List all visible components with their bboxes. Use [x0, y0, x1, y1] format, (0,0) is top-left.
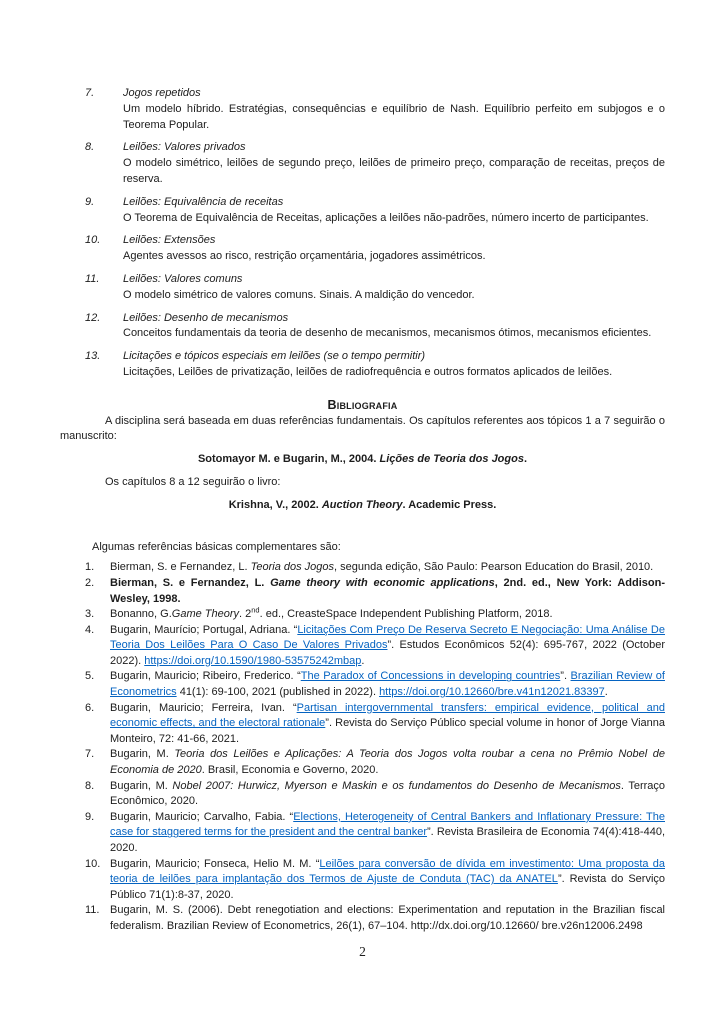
reference-text: [110, 701, 665, 748]
reference-text: [110, 779, 665, 810]
text-segment: . ed., CreasteSpace Independent Publishing Platform, 2018.: [259, 608, 553, 621]
reference-number: 5.: [85, 670, 95, 683]
topic-title: Leilões: Desenho de mecanismos: [123, 311, 289, 324]
text-segment: . Brasil, Economia e Governo, 2020.: [201, 764, 379, 777]
text-segment: Teoria dos Jogos: [250, 561, 335, 574]
reference-text: [110, 857, 665, 904]
topic-item: [85, 311, 665, 343]
text-segment: Teoria dos Leilões e Aplicações: A Teoria dos Jogos volta roubar a cena no Prêmio Nobel de Economia de 2020: [110, 748, 665, 777]
topic-body: [123, 349, 665, 381]
reference-number: 4.: [85, 623, 95, 636]
topic-title: Licitações e tópicos especiais em leilões (se o tempo permitir): [123, 350, 426, 363]
topic-item: [85, 195, 665, 227]
hyperlink[interactable]: Brazilian Review of Econometrics: [110, 670, 665, 699]
text-segment: ”. Revista do Serviço Público 71(1):8-37, 2020.: [110, 873, 666, 901]
complementary-intro: Algumas referências básicas complementares são:: [92, 540, 341, 553]
text-segment: Bierman, S. e Fernandez, L.: [110, 561, 251, 574]
text-segment: Bugarin, Mauricio; Ferreira, Ivan. “: [110, 701, 297, 714]
text-segment: Bugarin, M. S. (2006). Debt renegotiation and elections: Experimentation and reputation in the Brazilian fiscal federalism. Brazilian Review of Econometrics, 26(1), 67–104. http://dx.doi.org/10.12660/ bre.v26n12006.2498: [110, 904, 665, 932]
reference-text: [110, 669, 665, 700]
text-segment: Game Theory: [171, 608, 240, 621]
reference-item: [85, 701, 665, 748]
text-segment: , 2nd. ed., New York: Addison-Wesley, 1998.: [110, 576, 665, 605]
topic-title: Leilões: Valores comuns: [123, 272, 243, 285]
text-segment: .: [361, 654, 365, 667]
reference-number: 1.: [85, 561, 95, 574]
topic-title: Leilões: Equivalência de receitas: [123, 195, 284, 208]
text-segment: , segunda edição, São Paulo: Pearson Education do Brasil, 2010.: [334, 561, 654, 574]
reference-number: 6.: [85, 701, 95, 714]
topic-description: O modelo simétrico, leilões de segundo preço, leilões de primeiro preço, comparação de receitas, preços de reserva.: [123, 157, 665, 185]
topic-body: [123, 86, 665, 133]
text-segment: Sotomayor M. e Bugarin, M., 2004.: [197, 453, 380, 466]
text-segment: .: [604, 686, 608, 699]
reference-item: [85, 779, 665, 810]
reference-text: [110, 607, 665, 623]
hyperlink[interactable]: Partisan intergovernmental transfers: empirical evidence, political and economic effects, and the electoral rationale: [110, 701, 665, 730]
text-segment: .: [523, 453, 528, 466]
text-segment: ”. Revista do Serviço Público special volume in honor of Jorge Vianna Monteiro, 72: 41-66, 2021.: [110, 717, 665, 745]
reference-number: 8.: [85, 779, 95, 792]
reference-item: [85, 576, 665, 607]
reference-number: 10.: [85, 857, 101, 870]
course-topics-list: [85, 86, 665, 381]
topic-description: O Teorema de Equivalência de Receitas, aplicações a leilões não-padrões, número incerto de participantes.: [123, 211, 649, 224]
reference-number: 7.: [85, 748, 95, 761]
reference-number: 3.: [85, 608, 95, 621]
bibliography-heading: Bibliografia: [327, 397, 398, 412]
text-segment: 41(1): 69-100, 2021 (published in 2022).: [176, 686, 380, 699]
hyperlink[interactable]: https://doi.org/10.1590/1980-53575242mbap: [144, 654, 362, 667]
hyperlink[interactable]: Licitações Com Preço De Reserva Secreto E Negociação: Uma Análise De Teoria Dos Leilões Para O Caso De Valores Privados: [110, 623, 665, 652]
topic-body: [123, 140, 665, 187]
topic-description: O modelo simétrico de valores comuns. Sinais. A maldição do vencedor.: [123, 288, 475, 301]
topic-title: Leilões: Valores privados: [123, 141, 246, 154]
reference-text: [110, 747, 665, 778]
topic-number: 8.: [85, 141, 95, 154]
hyperlink[interactable]: Elections, Heterogeneity of Central Bankers and Inflationary Pressure: The case for staggered terms for the president and the central banker: [110, 810, 665, 839]
reference-text: [110, 903, 665, 934]
reference-item: [85, 810, 665, 857]
text-segment: Bugarin, Maurício; Portugal, Adriana. “: [110, 623, 298, 636]
topic-item: [85, 86, 665, 133]
text-segment: Bierman, S. e Fernandez, L.: [110, 576, 271, 589]
topic-number: 10.: [85, 234, 101, 247]
text-segment: ”.: [560, 670, 571, 683]
topic-title: Leilões: Extensões: [123, 234, 216, 247]
text-segment: Bugarin, Mauricio; Fonseca, Helio M. M. “: [110, 857, 320, 870]
text-segment: . 2: [239, 608, 252, 621]
topic-number: 12.: [85, 311, 101, 324]
reference-text: [110, 576, 665, 607]
reference-item: [85, 857, 665, 904]
page-number: 2: [359, 943, 366, 959]
hyperlink[interactable]: Leilões para conversão de dívida em investimento: Uma proposta da teoria de leilões para implantação dos Termos de Ajuste de Conduta (TAC) da ANATEL: [110, 857, 665, 886]
text-segment: Bugarin, M.: [110, 779, 173, 792]
bibliography-intro: A disciplina será baseada em duas referências fundamentais. Os capítulos referentes aos tópicos 1 a 7 seguirão o manuscrito:: [60, 414, 665, 443]
reference-number: 9.: [85, 810, 95, 823]
text-segment: Bugarin, Mauricio; Carvalho, Fabia. “: [110, 810, 294, 823]
complementary-references-list: [85, 560, 665, 934]
text-segment: ”. Estudos Econômicos 52(4): 695-767, 2022 (October 2022).: [110, 639, 666, 667]
topic-item: [85, 349, 665, 381]
reference-item: [85, 623, 665, 670]
text-segment: Game theory with economic applications: [270, 576, 495, 589]
topic-body: [123, 195, 665, 227]
topic-description: Licitações, Leilões de privatização, leilões de radiofrequência e outros formatos aplicados de leilões.: [123, 365, 613, 378]
text-segment: . Academic Press.: [402, 498, 497, 511]
main-reference-book-1: [60, 452, 665, 468]
reference-item: [85, 560, 665, 576]
reference-item: [85, 607, 665, 623]
topic-item: [85, 233, 665, 265]
reference-item: [85, 903, 665, 934]
reference-number: 2.: [85, 576, 95, 589]
reference-item: [85, 669, 665, 700]
topic-description: Um modelo híbrido. Estratégias, consequências e equilíbrio de Nash. Equilíbrio perfeito em subjogos e o Teorema Popular.: [123, 102, 665, 131]
topic-body: [123, 311, 665, 343]
reference-text: [110, 810, 665, 857]
topic-number: 11.: [85, 272, 100, 285]
topic-item: [85, 140, 665, 187]
topic-number: 9.: [85, 195, 95, 208]
text-segment: Nobel 2007: Hurwicz, Myerson e Maskin e os fundamentos do Desenho de Mecanismos: [172, 779, 621, 792]
reference-text: [110, 623, 665, 670]
topic-body: [123, 233, 665, 265]
text-segment: nd: [251, 605, 260, 615]
reference-text: [110, 560, 665, 576]
text-segment: Bugarin, M.: [110, 748, 175, 761]
main-reference-book-2: [60, 498, 665, 514]
bibliography-between-text: Os capítulos 8 a 12 seguirão o livro:: [105, 475, 281, 488]
hyperlink[interactable]: The Paradox of Concessions in developing countries: [300, 670, 561, 683]
text-segment: Bonanno, G.: [110, 608, 172, 621]
topic-item: [85, 272, 665, 304]
topic-number: 7.: [85, 87, 95, 99]
text-segment: Auction Theory: [321, 498, 403, 511]
text-segment: Krishna, V., 2002.: [228, 498, 322, 511]
text-segment: ”. Revista Brasileira de Economia 74(4):418-440, 2020.: [110, 826, 665, 855]
reference-item: [85, 747, 665, 778]
topic-number: 13.: [85, 350, 101, 363]
text-segment: Lições de Teoria dos Jogos: [379, 453, 524, 466]
reference-number: 11.: [85, 904, 100, 917]
text-segment: Bugarin, Mauricio; Ribeiro, Frederico. “: [110, 670, 301, 683]
topic-description: Agentes avessos ao risco, restrição orçamentária, jogadores assimétricos.: [123, 250, 486, 263]
text-segment: . Terraço Econômico, 2020.: [110, 779, 666, 808]
topic-title: Jogos repetidos: [123, 87, 201, 99]
hyperlink[interactable]: https://doi.org/10.12660/bre.v41n12021.83397: [379, 686, 605, 699]
topic-description: Conceitos fundamentais da teoria de desenho de mecanismos, mecanismos ótimos, mecanismos eficientes.: [123, 327, 652, 340]
topic-body: [123, 272, 665, 304]
